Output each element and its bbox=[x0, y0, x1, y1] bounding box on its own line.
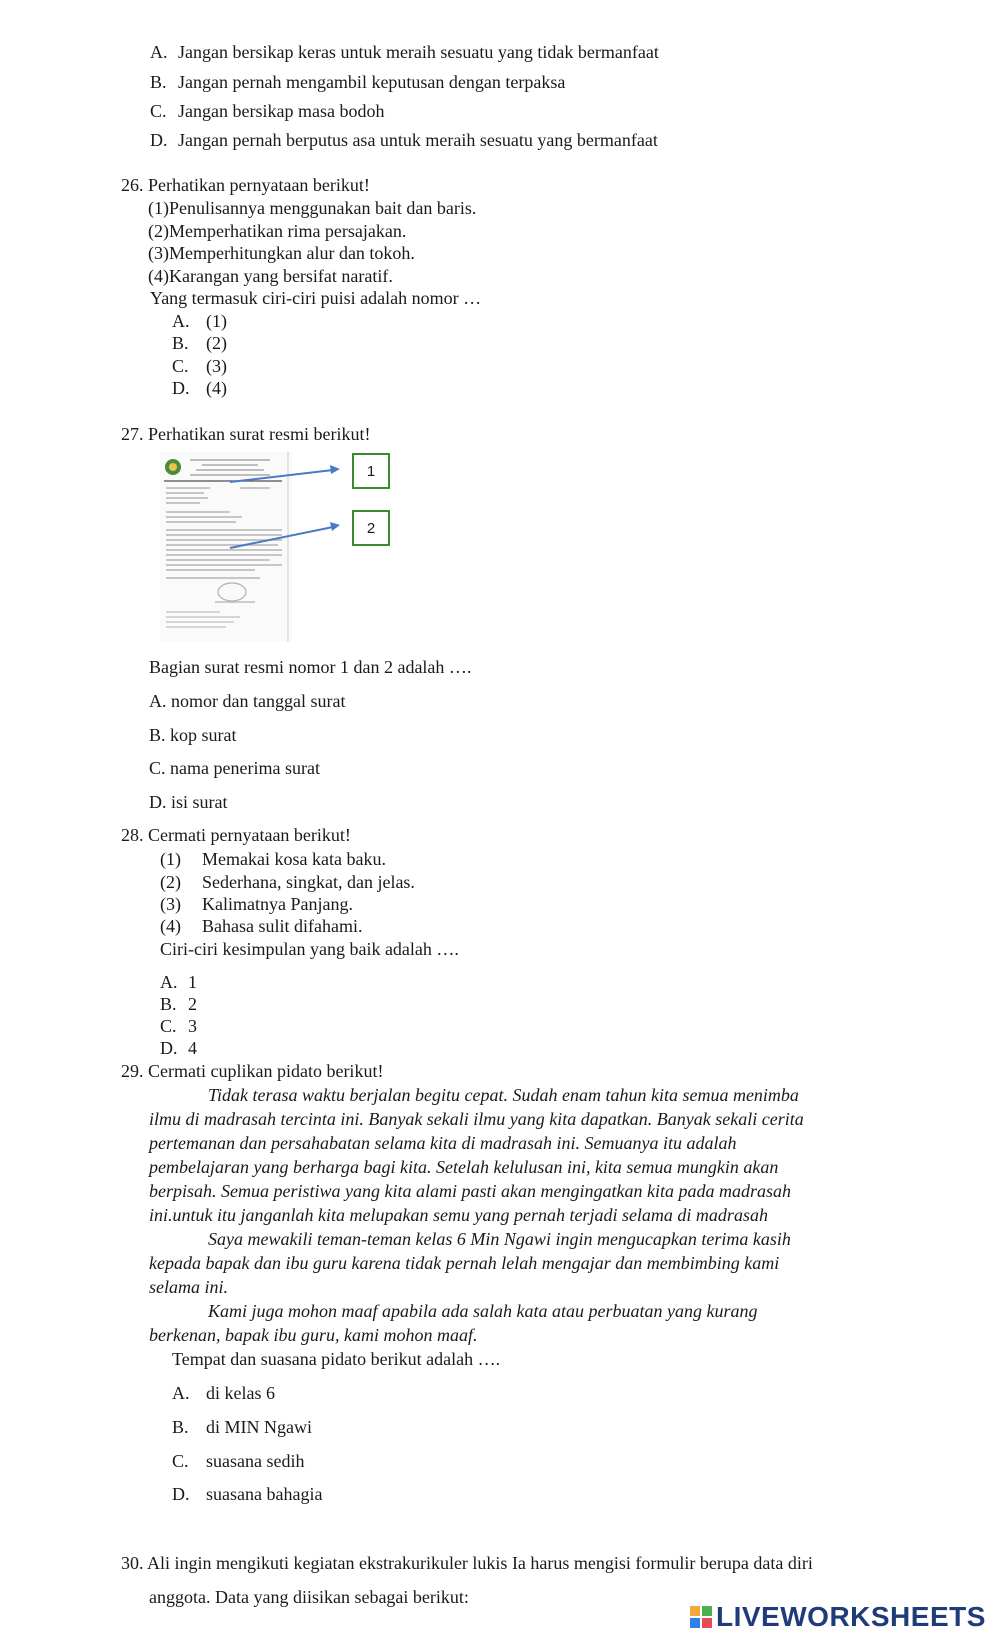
q26-option-c: C. (3) bbox=[172, 356, 227, 376]
q25-option-a: A. Jangan bersikap keras untuk meraih sesuatu yang tidak bermanfaat bbox=[150, 42, 659, 62]
q26-option-a: A. (1) bbox=[172, 311, 227, 331]
q27-title: 27. Perhatikan surat resmi berikut! bbox=[121, 424, 371, 444]
q27-option-b: B. kop surat bbox=[149, 725, 237, 745]
q28-title: 28. Cermati pernyataan berikut! bbox=[121, 825, 351, 845]
q29-passage-line: Tidak terasa waktu berjalan begitu cepat. Sudah enam tahun kita semua menimba bbox=[208, 1085, 799, 1105]
q29-option-b: B. di MIN Ngawi bbox=[172, 1417, 312, 1437]
arrow-head-2-icon bbox=[330, 522, 340, 531]
q29-passage-line: ini.untuk itu janganlah kita melupakan semu yang pernah terjadi selama di madrasah bbox=[149, 1205, 768, 1225]
q26-option-b: B. (2) bbox=[172, 333, 227, 353]
q26-title: 26. Perhatikan pernyataan berikut! bbox=[121, 175, 370, 195]
q29-passage-line: berpisah. Semua peristiwa yang kita alami pasti akan mengingatkan kita pada madrasah bbox=[149, 1181, 791, 1201]
q26-statement-1: (1)Penulisannya menggunakan bait dan baris. bbox=[148, 198, 477, 218]
q29-option-c: C. suasana sedih bbox=[172, 1451, 305, 1471]
q29-passage-line: pembelajaran yang berharga bagi kita. Setelah kelulusan ini, kita semua mungkin akan bbox=[149, 1157, 779, 1177]
q29-passage-line: Kami juga mohon maaf apabila ada salah kata atau perbuatan yang kurang bbox=[208, 1301, 758, 1321]
q29-title: 29. Cermati cuplikan pidato berikut! bbox=[121, 1061, 384, 1081]
q26-statement-2: (2)Memperhatikan rima persajakan. bbox=[148, 221, 407, 241]
q28-option-b: B. 2 bbox=[160, 994, 197, 1014]
q27-option-a: A. nomor dan tanggal surat bbox=[149, 691, 346, 711]
q29-passage-line: Saya mewakili teman-teman kelas 6 Min Ngawi ingin mengucapkan terima kasih bbox=[208, 1229, 791, 1249]
q29-passage-line: kepada bapak dan ibu guru karena tidak pernah lelah mengajar dan membimbing kami bbox=[149, 1253, 780, 1273]
q25-option-c: C. Jangan bersikap masa bodoh bbox=[150, 101, 385, 121]
q30-line-1: 30. Ali ingin mengikuti kegiatan ekstrakurikuler lukis Ia harus mengisi formulir berupa data diri bbox=[121, 1553, 813, 1573]
q25-option-b: B. Jangan pernah mengambil keputusan dengan terpaksa bbox=[150, 72, 566, 92]
liveworksheets-logo bbox=[690, 1600, 986, 1634]
q25-option-d: D. Jangan pernah berputus asa untuk meraih sesuatu yang bermanfaat bbox=[150, 130, 658, 150]
q29-passage-line: berkenan, bapak ibu guru, kami mohon maaf. bbox=[149, 1325, 478, 1345]
q28-question: Ciri-ciri kesimpulan yang baik adalah …. bbox=[160, 939, 459, 959]
q26-statement-4: (4)Karangan yang bersifat naratif. bbox=[148, 266, 393, 286]
q29-option-a: A. di kelas 6 bbox=[172, 1383, 275, 1403]
q30-line-2: anggota. Data yang diisikan sebagai berikut: bbox=[149, 1587, 469, 1607]
q27-option-d: D. isi surat bbox=[149, 792, 228, 812]
marker-2: 2 bbox=[352, 510, 390, 546]
q27-option-c: C. nama penerima surat bbox=[149, 758, 320, 778]
letter-thumbnail bbox=[160, 452, 292, 642]
marker-1: 1 bbox=[352, 453, 390, 489]
q28-statement-3: (3) Kalimatnya Panjang. bbox=[160, 894, 353, 914]
q29-question: Tempat dan suasana pidato berikut adalah …. bbox=[172, 1349, 501, 1369]
q28-statement-1: (1) Memakai kosa kata baku. bbox=[160, 849, 386, 869]
q28-option-d: D. 4 bbox=[160, 1038, 197, 1058]
q28-statement-4: (4) Bahasa sulit difahami. bbox=[160, 916, 363, 936]
q28-option-a: A. 1 bbox=[160, 972, 197, 992]
q29-passage-line: selama ini. bbox=[149, 1277, 228, 1297]
q26-option-d: D. (4) bbox=[172, 378, 227, 398]
q26-question: Yang termasuk ciri-ciri puisi adalah nomor … bbox=[150, 288, 482, 308]
q27-question: Bagian surat resmi nomor 1 dan 2 adalah …. bbox=[149, 657, 472, 677]
q28-option-c: C. 3 bbox=[160, 1016, 197, 1036]
arrow-head-1-icon bbox=[330, 465, 340, 474]
q29-option-d: D. suasana bahagia bbox=[172, 1484, 323, 1504]
q29-passage-line: ilmu di madrasah tercinta ini. Banyak sekali ilmu yang kita dapatkan. Banyak sekali cerita bbox=[149, 1109, 804, 1129]
q26-statement-3: (3)Memperhitungkan alur dan tokoh. bbox=[148, 243, 415, 263]
q29-passage-line: pertemanan dan persahabatan selama kita di madrasah ini. Semuanya itu adalah bbox=[149, 1133, 737, 1153]
brand-name: LIVEWORKSHEETS bbox=[716, 1601, 986, 1632]
liveworksheets-logo-icon bbox=[690, 1606, 712, 1628]
q28-statement-2: (2) Sederhana, singkat, dan jelas. bbox=[160, 872, 415, 892]
